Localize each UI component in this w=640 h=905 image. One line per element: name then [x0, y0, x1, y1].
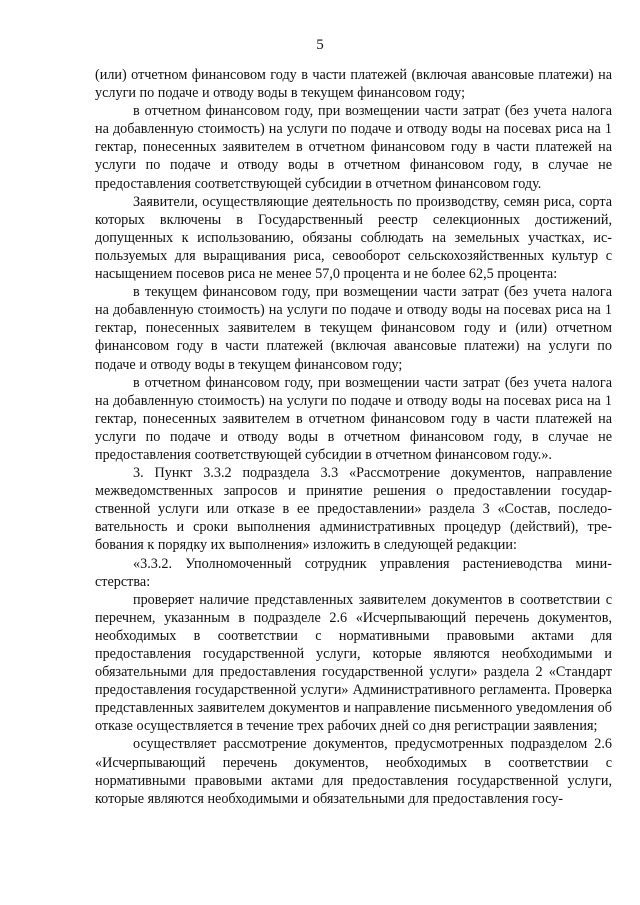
- paragraph: в текущем финансовом году, при возмещении части затрат (без учета налога на добавленную стоимость) на услуги по подаче и отводу воды на посевах риса на 1 гектар, понесенных заявителем в текущем финансовом году и (или) отчетном финансовом году в части платежей (включая авансовые платежи) на услуги по подаче и отводу воды в текущем финансовом году;: [95, 284, 612, 373]
- paragraph-continuation: (или) отчетном финансовом году в части платежей (включая авансовые платежи) на услуги по подаче и отводу воды в текущем финансовом году;: [95, 67, 612, 102]
- paragraph: проверяет наличие представленных заявителем документов в соответствии с перечнем, указанным в подразделе 2.6 «Исчерпывающий перечень документов, необходимых в соответствии с нормативными правовыми актами для предоставления государственной услуги, которые являются необходимыми и обязательными для предоставления государственной услуги» раздела 2 «Стандарт предоставления государственной услуги» Административного регламента. Проверка представленных заявителем документов и направление письменного уведомления об отказе осуществляется в течение трех рабочих дней со дня регистрации заявления;: [95, 591, 612, 735]
- page-number: 5: [316, 37, 324, 53]
- paragraph: Заявители, осуществляющие деятельность по производству, семян риса, сорта которых включены в Государственный реестр селекционных достижений, допущенных к использованию, обязаны соблюдать на земельных участках, используемых для выращивания риса, севооборот сельскохозяйственных культур с насыщением посевов риса не менее 57,0 процента и не более 62,5 процента:: [95, 193, 612, 283]
- paragraph: в отчетном финансовом году, при возмещении части затрат (без учета налога на добавленную стоимость) на услуги по подаче и отводу воды на посевах риса на 1 гектар, понесенных заявителем в отчетном финансовом году в части платежей на услуги по подаче и отводу воды в отчетном финансовом году, в случае не предоставления соответствующей субсидии в отчетном финансовом году.: [95, 103, 612, 192]
- paragraph: «3.3.2. Уполномоченный сотрудник управления растениеводства министерства:: [95, 555, 612, 590]
- paragraph: в отчетном финансовом году, при возмещении части затрат (без учета налога на добавленную стоимость) на услуги по подаче и отводу воды на посевах риса на 1 гектар, понесенных заявителем в отчетном финансовом году в части платежей на услуги по подаче и отводу воды в отчетном финансовом году, в случае не предоставления соответствующей субсидии в отчетном финансовом году.».: [95, 374, 612, 463]
- paragraph: осуществляет рассмотрение документов, предусмотренных подразделом 2.6 «Исчерпывающий перечень документов, необходимых в соответствии с нормативными правовыми актами для предоставления государственной услуги, которые являются необходимыми и обязательными для предоставления госу-: [95, 736, 612, 807]
- document-body: [95, 66, 612, 808]
- paragraph: 3. Пункт 3.3.2 подраздела 3.3 «Рассмотрение документов, направление межведомственных запросов и принятие решения о предоставлении государственной услуги или отказе в ее предоставлении» раздела 3 «Состав, последовательность и сроки выполнения административных процедур (действий), требования к порядку их выполнения» изложить в следующей редакции:: [95, 465, 612, 554]
